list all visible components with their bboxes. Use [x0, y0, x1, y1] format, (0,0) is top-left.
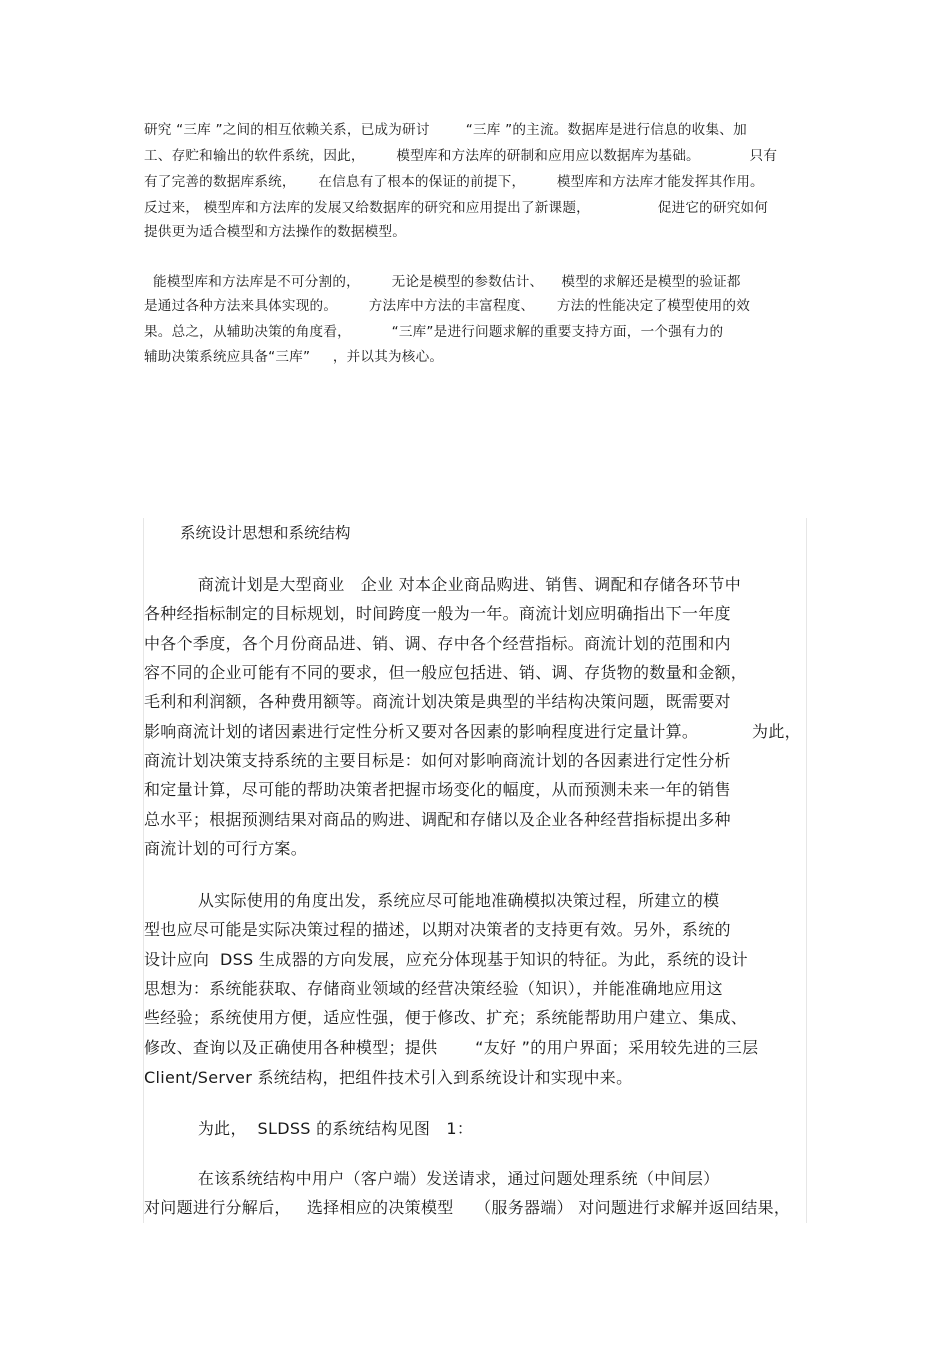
text-line: 商流计划决策支持系统的主要目标是：如何对影响商流计划的各因素进行定性分析 [144, 751, 731, 770]
text-line: 商流计划是大型商业 企业 对本企业商品购进、销售、调配和存储各环节中 [144, 575, 742, 594]
text-line: 些经验；系统使用方便，适应性强，便于修改、扩充；系统能帮助用户建立、集成、 [144, 1008, 748, 1027]
text-line: 辅助决策系统应具备“三库” ，并以其为核心。 [144, 349, 444, 365]
text-line: 总水平；根据预测结果对商品的购进、调配和存储以及企业各种经营指标提出多种 [144, 810, 731, 829]
frame-right-border [806, 518, 807, 1223]
text-line: 对问题进行分解后， 选择相应的决策模型 （服务器端） 对问题进行求解并返回结果， [144, 1198, 791, 1217]
text-line: 反过来， 模型库和方法库的发展又给数据库的研究和应用提出了新课题， 促进它的研究如何 [144, 200, 769, 216]
text-line: 为此， SLDSS 的系统结构见图 1： [144, 1119, 474, 1138]
text-line: 是通过各种方法来具体实现的。 方法库中方法的丰富程度、 方法的性能决定了模型使用的效 [144, 298, 750, 314]
text-line: 在该系统结构中用户（客户端）发送请求，通过问题处理系统（中间层） [144, 1169, 720, 1188]
text-line: 有了完善的数据库系统， 在信息有了根本的保证的前提下， 模型库和方法库才能发挥其作用。 [144, 174, 764, 190]
text-line: 毛利和利润额，各种费用额等。商流计划决策是典型的半结构决策问题，既需要对 [144, 692, 731, 711]
text-line: 影响商流计划的诸因素进行定性分析又要对各因素的影响程度进行定量计算。 为此， [144, 722, 801, 741]
text-line: 和定量计算，尽可能的帮助决策者把握市场变化的幅度，从而预测未来一年的销售 [144, 780, 731, 799]
text-line: Client/Server 系统结构，把组件技术引入到系统设计和实现中来。 [144, 1068, 633, 1087]
text-line: 容不同的企业可能有不同的要求，但一般应包括进、销、调、存货物的数量和金额， [144, 663, 748, 682]
text-line: 研究 “三库 ”之间的相互依赖关系，已成为研讨 “三库 ”的主流。数据库是进行信息的收集、加 [144, 122, 747, 138]
text-line: 型也应尽可能是实际决策过程的描述，以期对决策者的支持更有效。另外，系统的 [144, 920, 731, 939]
text-line: 从实际使用的角度出发，系统应尽可能地准确模拟决策过程，所建立的模 [144, 891, 720, 910]
text-line: 中各个季度，各个月份商品进、销、调、存中各个经营指标。商流计划的范围和内 [144, 634, 731, 653]
text-line: 能模型库和方法库是不可分割的， 无论是模型的参数估计、 模型的求解还是模型的验证都 [144, 274, 741, 290]
text-line: 思想为：系统能获取、存储商业领域的经营决策经验（知识），并能准确地应用这 [144, 979, 723, 998]
text-line: 果。总之，从辅助决策的角度看， “三库”是进行问题求解的重要支持方面，一个强有力的 [144, 324, 724, 340]
section-heading-text: 系统设计思想和系统结构 [180, 524, 351, 542]
text-line: 商流计划的可行方案。 [144, 839, 308, 858]
text-line: 工、存贮和输出的软件系统，因此， 模型库和方法库的研制和应用应以数据库为基础。 只有 [144, 148, 778, 164]
text-line: 修改、查询以及正确使用各种模型；提供 “友好 ”的用户界面；采用较先进的三层 [144, 1038, 759, 1057]
section-heading [180, 521, 351, 543]
text-line: 提供更为适合模型和方法操作的数据模型。 [144, 224, 407, 240]
text-line: 各种经指标制定的目标规划，时间跨度一般为一年。商流计划应明确指出下一年度 [144, 604, 731, 623]
text-line: 设计应向 DSS 生成器的方向发展，应充分体现基于知识的特征。为此，系统的设计 [144, 950, 748, 969]
